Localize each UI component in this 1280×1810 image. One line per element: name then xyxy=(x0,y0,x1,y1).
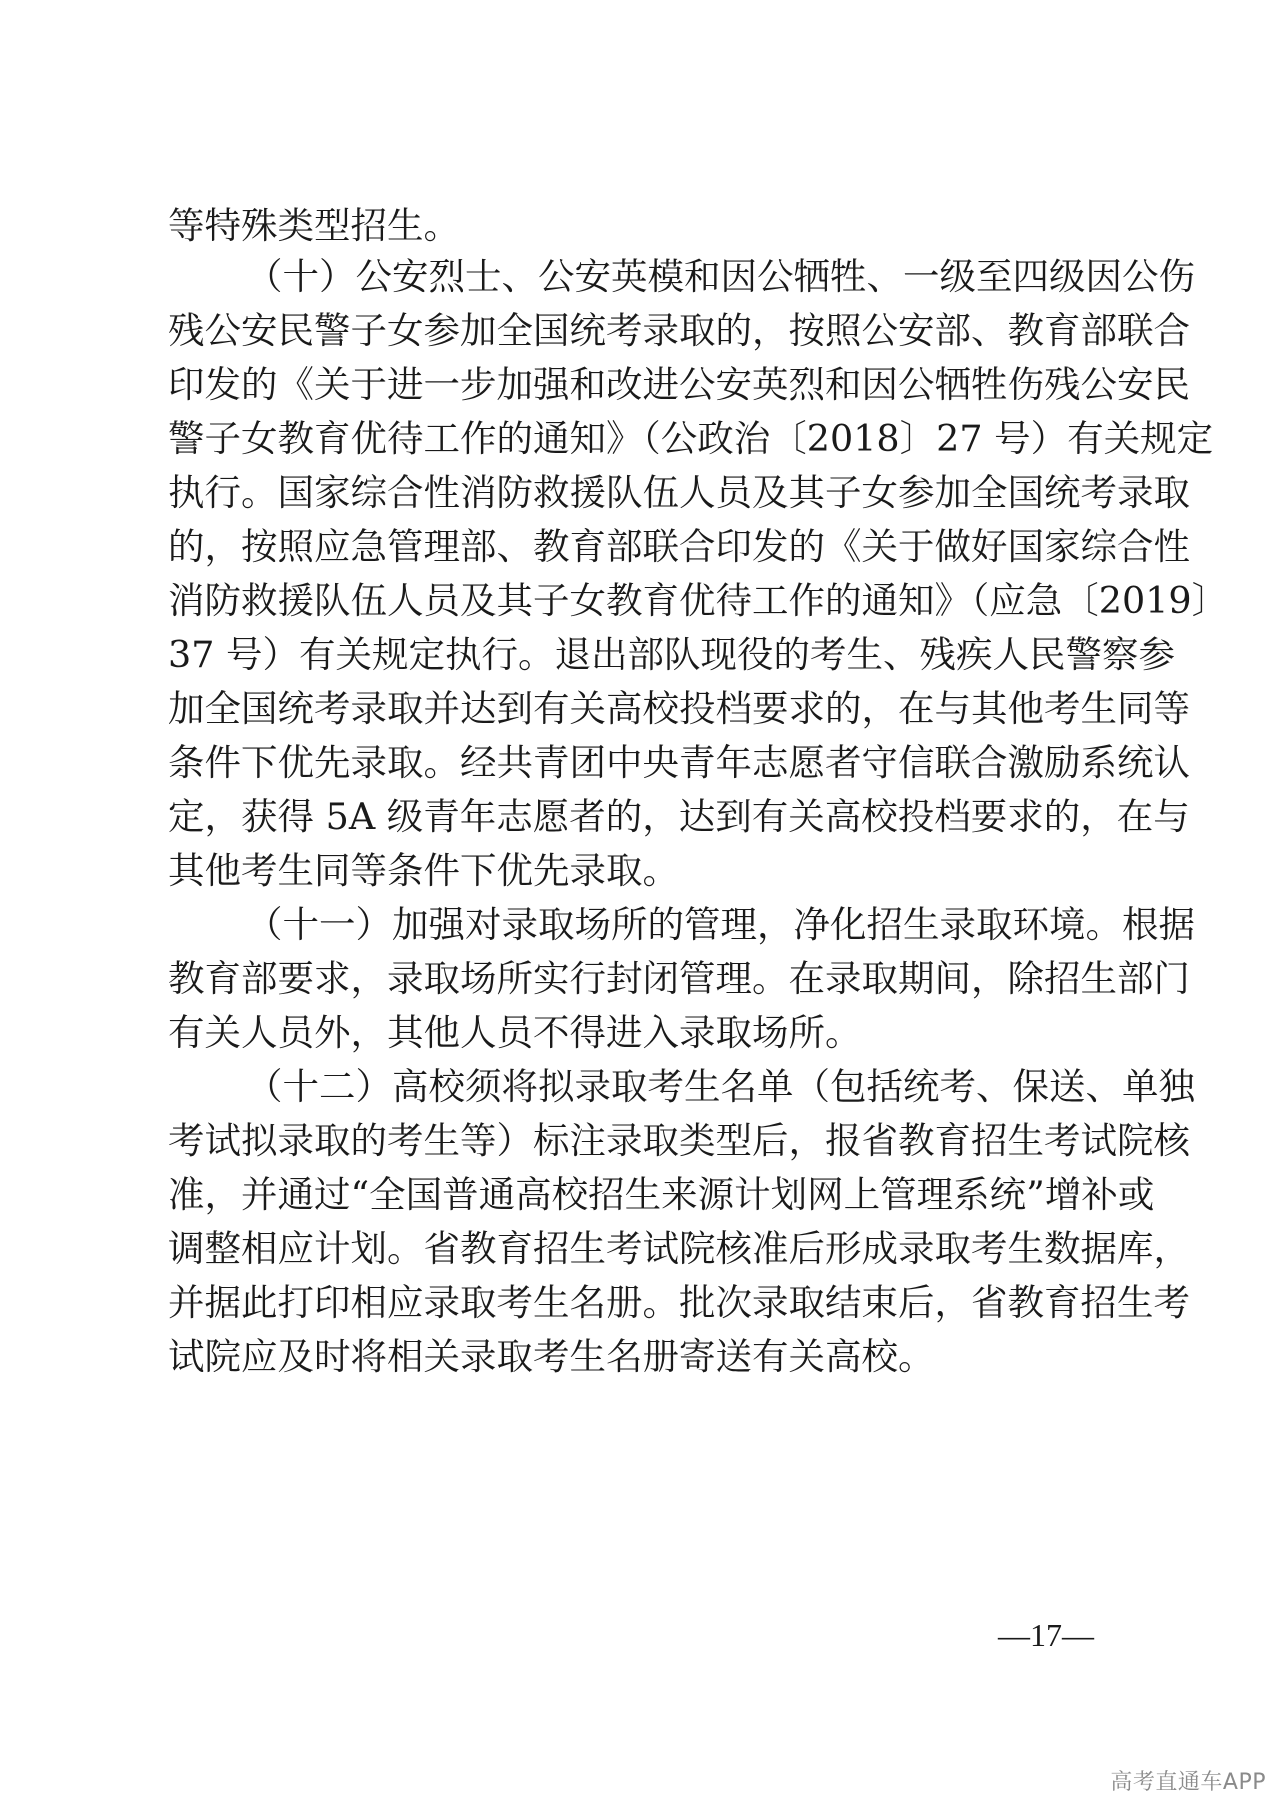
text-line: 条件下优先录取。经共青团中央青年志愿者守信联合激励系统认 xyxy=(168,741,1190,784)
text-line: 37 号）有关规定执行。退出部队现役的考生、残疾人民警察参 xyxy=(168,633,1176,676)
text-line: 并据此打印相应录取考生名册。批次录取结束后，省教育招生考 xyxy=(168,1281,1190,1324)
text-line: 有关人员外，其他人员不得进入录取场所。 xyxy=(168,1011,862,1054)
paragraph-11-line: （十一）加强对录取场所的管理，净化招生录取环境。根据 xyxy=(246,903,1195,946)
text-line: 定，获得 5A 级青年志愿者的，达到有关高校投档要求的，在与 xyxy=(168,795,1190,838)
text-line: 调整相应计划。省教育招生考试院核准后形成录取考生数据库， xyxy=(168,1227,1190,1270)
text-line: 等特殊类型招生。 xyxy=(168,204,460,247)
text-line: 其他考生同等条件下优先录取。 xyxy=(168,849,679,892)
text-line: 准，并通过“全国普通高校招生来源计划网上管理系统”增补或 xyxy=(168,1173,1155,1216)
paragraph-12-line: （十二）高校须将拟录取考生名单（包括统考、保送、单独 xyxy=(246,1065,1195,1108)
text-line: 残公安民警子女参加全国统考录取的，按照公安部、教育部联合 xyxy=(168,309,1190,352)
text-line: 印发的《关于进一步加强和改进公安英烈和因公牺牲伤残公安民 xyxy=(168,363,1190,406)
watermark-logo-text: 高考直通车APP xyxy=(1110,1770,1266,1795)
text-line: 警子女教育优待工作的通知》（公政治〔2018〕27 号）有关规定 xyxy=(168,417,1214,460)
text-line: 试院应及时将相关录取考生名册寄送有关高校。 xyxy=(168,1335,935,1378)
page-number: —17— xyxy=(998,1617,1094,1653)
text-line: 加全国统考录取并达到有关高校投档要求的，在与其他考生同等 xyxy=(168,687,1190,730)
text-line: 教育部要求，录取场所实行封闭管理。在录取期间，除招生部门 xyxy=(168,957,1190,1000)
text-line: 考试拟录取的考生等）标注录取类型后，报省教育招生考试院核 xyxy=(168,1119,1190,1162)
paragraph-10-line: （十）公安烈士、公安英模和因公牺牲、一级至四级因公伤 xyxy=(246,255,1195,298)
text-line: 的，按照应急管理部、教育部联合印发的《关于做好国家综合性 xyxy=(168,525,1190,568)
text-line: 消防救援队伍人员及其子女教育优待工作的通知》（应急〔2019〕 xyxy=(168,579,1229,622)
text-line: 执行。国家综合性消防救援队伍人员及其子女参加全国统考录取 xyxy=(168,471,1190,514)
